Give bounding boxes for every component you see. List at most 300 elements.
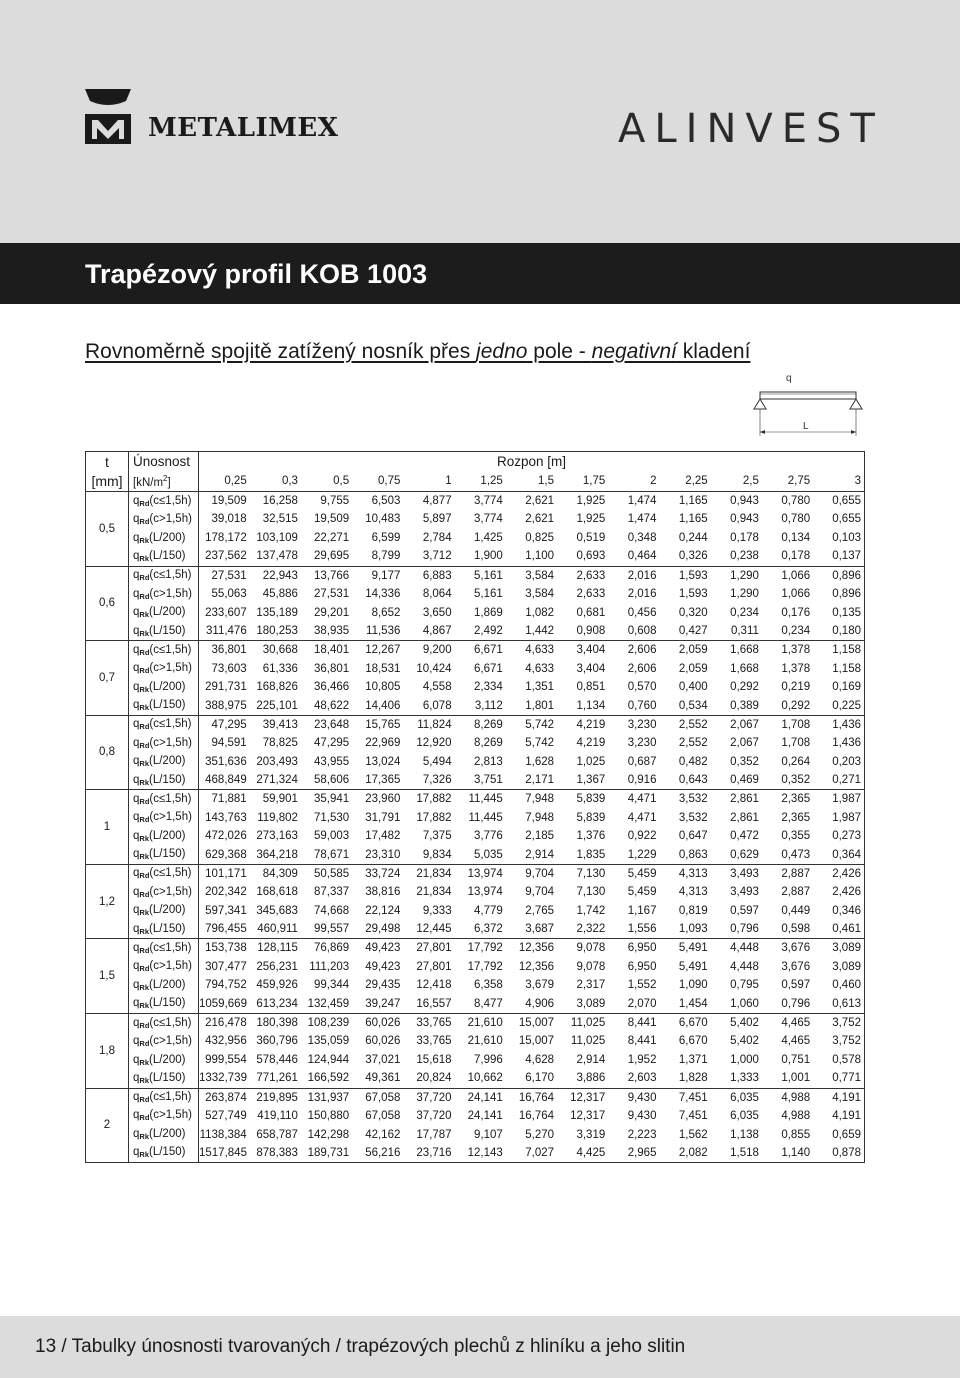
value-cell: 9,834 (403, 846, 454, 865)
value-cell: 67,058 (365, 1109, 401, 1122)
load-type-cell: $q_{Rk}(L/150)$ (129, 771, 199, 790)
value-cell: 613,234 (250, 995, 301, 1014)
value-cell: 0,825 (525, 532, 555, 545)
value-cell: 3,676 (781, 942, 811, 955)
value-cell: 27,531 (211, 569, 247, 582)
thickness-cell: 1,2 (86, 864, 129, 939)
value-cell: 0,464 (608, 547, 659, 566)
value-cell: 0,751 (781, 1054, 811, 1067)
table-row (86, 585, 865, 604)
value-cell: 22,271 (313, 532, 350, 545)
value-cell: 2,621 (525, 495, 555, 508)
value-cell: 16,764 (518, 1091, 555, 1104)
value-cell: 9,704 (525, 867, 555, 880)
value-cell: 2,070 (608, 995, 659, 1014)
value-cell: 11,536 (352, 622, 403, 641)
value-cell: 311,476 (199, 622, 250, 641)
load-type-cell: $q_{Rk}(L/150)$ (129, 846, 199, 865)
value-cell: 2,082 (659, 1144, 710, 1163)
value-cell: 2,059 (678, 662, 708, 675)
value-cell: 3,493 (730, 886, 759, 899)
value-cell: 7,948 (525, 811, 555, 824)
value-cell: 1,100 (506, 547, 557, 566)
value-cell: 0,449 (781, 904, 811, 917)
value-cell: 225,101 (250, 697, 301, 716)
value-cell: 7,451 (678, 1109, 708, 1122)
value-cell: 61,336 (262, 662, 298, 675)
value-cell: 0,943 (730, 495, 759, 508)
table-row (86, 1125, 865, 1144)
load-capacity-table-wrapper (85, 451, 865, 1163)
value-cell: 71,881 (211, 793, 247, 806)
value-cell: 8,064 (422, 588, 452, 601)
value-cell: 1,987 (813, 790, 864, 809)
load-type-cell: $q_{Rk}(L/150)$ (129, 920, 199, 939)
value-cell: 0,320 (678, 606, 708, 619)
value-cell: 4,448 (730, 942, 759, 955)
value-cell: 108,239 (307, 1017, 350, 1029)
value-cell: 527,749 (205, 1109, 247, 1122)
value-cell: 8,269 (474, 718, 503, 731)
value-cell: 17,482 (365, 830, 401, 843)
value-cell: 17,882 (416, 793, 452, 806)
value-cell: 29,695 (301, 547, 352, 566)
value-cell: 1,378 (781, 662, 811, 675)
value-cell: 1,562 (678, 1128, 708, 1141)
value-cell: 6,883 (422, 569, 452, 582)
value-cell: 1,925 (576, 513, 606, 526)
value-cell: 3,089 (813, 939, 864, 958)
value-cell: 10,483 (365, 513, 401, 526)
value-cell: 4,628 (525, 1054, 555, 1067)
value-cell: 5,494 (422, 755, 452, 768)
value-cell: 5,491 (678, 960, 708, 973)
value-cell: 7,326 (403, 771, 454, 790)
load-type-cell: $q_{Rk}(L/200)$ (129, 827, 199, 846)
value-cell: 2,171 (506, 771, 557, 790)
value-cell: 2,492 (455, 622, 506, 641)
value-cell: 1,900 (455, 547, 506, 566)
value-cell: 0,244 (678, 532, 708, 545)
header-thickness: t (86, 452, 129, 472)
load-type-cell: $q_{Rd}(c>1,5h)$ (129, 1107, 199, 1126)
value-cell: 10,805 (365, 681, 401, 694)
value-cell: 0,389 (711, 697, 762, 716)
table-row (86, 641, 865, 660)
value-cell: 37,021 (365, 1054, 401, 1067)
value-cell: 3,676 (781, 960, 811, 973)
value-cell: 0,355 (781, 830, 811, 843)
load-type-cell: $q_{Rk}(L/150)$ (129, 622, 199, 641)
load-type-cell: $q_{Rk}(L/200)$ (129, 529, 199, 548)
value-cell: 4,465 (781, 1017, 811, 1029)
value-cell: 2,765 (525, 904, 555, 917)
value-cell: 4,633 (525, 662, 555, 675)
value-cell: 9,704 (525, 886, 555, 899)
value-cell: 13,974 (467, 867, 503, 880)
value-cell: 17,792 (467, 960, 503, 973)
value-cell: 1,140 (762, 1144, 813, 1163)
value-cell: 0,134 (781, 532, 811, 545)
alinvest-wordmark: ALINVEST (618, 106, 884, 152)
value-cell: 1,474 (627, 513, 657, 526)
value-cell: 4,988 (781, 1109, 811, 1122)
value-cell: 73,603 (211, 662, 247, 675)
value-cell: 11,025 (570, 1017, 606, 1029)
value-cell: 4,219 (576, 718, 606, 731)
value-cell: 4,465 (781, 1035, 811, 1048)
header-capacity: Únosnost (129, 452, 199, 472)
value-cell: 178,172 (205, 532, 247, 545)
value-cell: 0,103 (813, 529, 864, 548)
value-cell: 0,364 (813, 846, 864, 865)
value-cell: 219,895 (256, 1091, 298, 1104)
value-cell: 6,671 (474, 644, 503, 657)
value-cell: 4,867 (403, 622, 454, 641)
value-cell: 4,988 (781, 1091, 811, 1104)
value-cell: 21,610 (467, 1017, 503, 1029)
value-cell: 84,309 (262, 867, 298, 880)
value-cell: 21,610 (467, 1035, 503, 1048)
value-cell: 18,531 (365, 662, 401, 675)
value-cell: 0,176 (781, 606, 811, 619)
value-cell: 0,238 (711, 547, 762, 566)
load-type-cell: $q_{Rk}(L/200)$ (129, 1051, 199, 1070)
table-row (86, 976, 865, 995)
value-cell: 3,650 (422, 606, 452, 619)
value-cell: 47,295 (313, 737, 350, 750)
value-cell: 5,459 (627, 867, 657, 880)
value-cell: 43,955 (313, 755, 350, 768)
span-header-cell: 1,25 (455, 472, 506, 492)
value-cell: 2,861 (730, 793, 759, 806)
value-cell: 35,941 (313, 793, 350, 806)
value-cell: 1,134 (557, 697, 608, 716)
value-cell: 5,270 (525, 1128, 555, 1141)
value-cell: 1,436 (813, 715, 864, 734)
value-cell: 4,313 (678, 867, 708, 880)
thickness-cell: 1,8 (86, 1013, 129, 1088)
value-cell: 3,089 (557, 995, 608, 1014)
value-cell: 103,109 (256, 532, 298, 545)
value-cell: 0,348 (627, 532, 657, 545)
value-cell: 31,791 (365, 811, 401, 824)
value-cell: 15,007 (518, 1035, 555, 1048)
span-header-cell: 2,25 (659, 472, 710, 492)
value-cell: 1,066 (781, 569, 811, 582)
value-cell: 3,230 (627, 737, 657, 750)
footer-text: 13 / Tabulky únosnosti tvarovaných / trapézových plechů z hliníku a jeho slitin (35, 1336, 686, 1357)
value-cell: 364,218 (250, 846, 301, 865)
value-cell: 2,426 (813, 883, 864, 902)
value-cell: 11,445 (468, 793, 503, 806)
value-cell: 1,082 (525, 606, 555, 619)
value-cell: 1,708 (781, 718, 811, 731)
load-type-cell: $q_{Rk}(L/150)$ (129, 547, 199, 566)
value-cell: 0,863 (659, 846, 710, 865)
value-cell: 12,317 (570, 1109, 606, 1122)
value-cell: 8,652 (371, 606, 401, 619)
value-cell: 0,311 (711, 622, 762, 641)
value-cell: 13,974 (467, 886, 503, 899)
table-row (86, 1051, 865, 1070)
value-cell: 0,916 (608, 771, 659, 790)
value-cell: 22,124 (365, 904, 401, 917)
value-cell: 0,578 (813, 1051, 864, 1070)
value-cell: 9,200 (422, 644, 452, 657)
load-type-cell: $q_{Rk}(L/150)$ (129, 1069, 199, 1088)
span-header-cell: 2,5 (711, 472, 762, 492)
value-cell: 8,441 (627, 1017, 657, 1029)
value-cell: 27,801 (416, 942, 452, 955)
value-cell: 878,383 (250, 1144, 301, 1163)
value-cell: 12,445 (403, 920, 454, 939)
value-cell: 36,801 (211, 644, 247, 657)
value-cell: 771,261 (250, 1069, 301, 1088)
value-cell: 5,742 (525, 737, 555, 750)
value-cell: 67,058 (365, 1091, 401, 1104)
value-cell: 3,712 (403, 547, 454, 566)
value-cell: 388,975 (199, 697, 250, 716)
value-cell: 10,424 (416, 662, 452, 675)
table-row (86, 1032, 865, 1051)
value-cell: 1,552 (627, 979, 657, 992)
value-cell: 0,647 (678, 830, 708, 843)
value-cell: 0,598 (762, 920, 813, 939)
value-cell: 0,292 (730, 681, 759, 694)
value-cell: 168,618 (256, 886, 298, 899)
table-row (86, 808, 865, 827)
page-title: Trapézový profil KOB 1003 (85, 259, 428, 289)
value-cell: 1,708 (781, 737, 811, 750)
span-header-cell: 1,5 (506, 472, 557, 492)
value-cell: 17,365 (352, 771, 403, 790)
value-cell: 9,107 (474, 1128, 503, 1141)
value-cell: 2,914 (506, 846, 557, 865)
thickness-cell: 1 (86, 790, 129, 865)
value-cell: 0,597 (781, 979, 811, 992)
value-cell: 1,165 (678, 495, 708, 508)
value-cell: 12,356 (518, 942, 555, 955)
thickness-cell: 0,5 (86, 492, 129, 567)
thickness-cell: 0,6 (86, 566, 129, 641)
value-cell: 1,371 (678, 1054, 708, 1067)
value-cell: 2,633 (576, 569, 606, 582)
value-cell: 132,459 (301, 995, 352, 1014)
value-cell: 459,926 (256, 979, 298, 992)
value-cell: 9,755 (320, 495, 350, 508)
value-cell: 0,169 (813, 678, 864, 697)
value-cell: 1,290 (730, 588, 759, 601)
value-cell: 1,518 (711, 1144, 762, 1163)
value-cell: 36,466 (313, 681, 350, 694)
value-cell: 3,776 (474, 830, 503, 843)
value-cell: 1,333 (711, 1069, 762, 1088)
value-cell: 1138,384 (199, 1128, 247, 1141)
value-cell: 2,426 (813, 864, 864, 883)
value-cell: 0,629 (711, 846, 762, 865)
value-cell: 9,333 (422, 904, 452, 917)
value-cell: 0,851 (576, 681, 606, 694)
table-row (86, 734, 865, 753)
value-cell: 0,643 (659, 771, 710, 790)
value-cell: 12,267 (365, 644, 401, 657)
value-cell: 2,603 (608, 1069, 659, 1088)
value-cell: 13,024 (365, 755, 401, 768)
value-cell: 216,478 (205, 1017, 247, 1029)
value-cell: 658,787 (256, 1128, 298, 1141)
value-cell: 27,531 (313, 588, 350, 601)
span-header-cell: 0,5 (301, 472, 352, 492)
table-row (86, 902, 865, 921)
value-cell: 2,914 (576, 1054, 606, 1067)
value-cell: 0,687 (627, 755, 657, 768)
value-cell: 6,503 (371, 495, 401, 508)
value-cell: 124,944 (307, 1054, 350, 1067)
value-cell: 1,593 (678, 569, 708, 582)
value-cell: 4,471 (627, 793, 657, 806)
table-row (86, 1069, 865, 1088)
value-cell: 1,425 (474, 532, 503, 545)
table-row (86, 529, 865, 548)
span-header-cell: 1 (403, 472, 454, 492)
value-cell: 180,253 (250, 622, 301, 641)
value-cell: 307,477 (205, 960, 247, 973)
value-cell: 2,322 (557, 920, 608, 939)
load-type-cell: $q_{Rd}(c\le 1,5h)$ (129, 1013, 199, 1032)
value-cell: 7,451 (678, 1091, 708, 1104)
value-cell: 2,016 (627, 569, 657, 582)
load-type-cell: $q_{Rd}(c>1,5h)$ (129, 958, 199, 977)
value-cell: 0,271 (813, 771, 864, 790)
value-cell: 6,358 (474, 979, 503, 992)
value-cell: 14,406 (352, 697, 403, 716)
value-cell: 5,161 (474, 569, 503, 582)
value-cell: 2,016 (627, 588, 657, 601)
value-cell: 5,459 (627, 886, 657, 899)
load-type-cell: $q_{Rd}(c\le 1,5h)$ (129, 566, 199, 585)
value-cell: 3,751 (455, 771, 506, 790)
value-cell: 794,752 (205, 979, 247, 992)
value-cell: 1,093 (659, 920, 710, 939)
span-header-cell: 0,75 (352, 472, 403, 492)
value-cell: 12,143 (455, 1144, 506, 1163)
value-cell: 2,317 (576, 979, 606, 992)
header-capacity-unit: $[kN/m^2]$ (129, 472, 199, 492)
value-cell: 0,234 (762, 622, 813, 641)
value-cell: 30,668 (262, 644, 298, 657)
value-cell: 1,025 (576, 755, 606, 768)
value-cell: 1,801 (506, 697, 557, 716)
table-row (86, 939, 865, 958)
value-cell: 0,943 (730, 513, 759, 526)
value-cell: 59,901 (262, 793, 298, 806)
value-cell: 180,398 (256, 1017, 298, 1029)
value-cell: 1,000 (730, 1054, 759, 1067)
value-cell: 0,693 (557, 547, 608, 566)
value-cell: 0,180 (813, 622, 864, 641)
value-cell: 0,613 (813, 995, 864, 1014)
value-cell: 5,742 (525, 718, 555, 731)
value-cell: 11,025 (570, 1035, 606, 1048)
value-cell: 33,765 (416, 1017, 452, 1029)
value-cell: 0,473 (762, 846, 813, 865)
value-cell: 1,060 (711, 995, 762, 1014)
value-cell: 0,570 (627, 681, 657, 694)
thickness-cell: 0,7 (86, 641, 129, 716)
table-row (86, 566, 865, 585)
value-cell: 2,887 (781, 886, 811, 899)
value-cell: 6,950 (627, 942, 657, 955)
value-cell: 87,337 (313, 886, 350, 899)
table-header-row-2 (86, 472, 865, 492)
value-cell: 4,877 (422, 495, 452, 508)
value-cell: 1,835 (557, 846, 608, 865)
value-cell: 360,796 (256, 1035, 298, 1048)
value-cell: 4,906 (506, 995, 557, 1014)
value-cell: 10,662 (455, 1069, 506, 1088)
value-cell: 131,937 (307, 1091, 350, 1104)
value-cell: 29,201 (313, 606, 350, 619)
value-cell: 3,230 (627, 718, 657, 731)
value-cell: 2,334 (474, 681, 503, 694)
value-cell: 1,828 (659, 1069, 710, 1088)
value-cell: 27,801 (416, 960, 452, 973)
value-cell: 94,591 (211, 737, 247, 750)
value-cell: 3,493 (730, 867, 759, 880)
value-cell: 29,435 (365, 979, 401, 992)
value-cell: 3,774 (474, 495, 503, 508)
span-header-cell: 3 (813, 472, 864, 492)
value-cell: 135,059 (307, 1035, 350, 1048)
value-cell: 2,861 (730, 811, 759, 824)
value-cell: 2,552 (678, 737, 708, 750)
value-cell: 9,078 (576, 942, 606, 955)
value-cell: 3,679 (525, 979, 555, 992)
value-cell: 2,067 (730, 737, 759, 750)
value-cell: 38,935 (301, 622, 352, 641)
value-cell: 0,326 (659, 547, 710, 566)
value-cell: 3,112 (455, 697, 506, 716)
value-cell: 0,460 (813, 976, 864, 995)
value-cell: 237,562 (199, 547, 250, 566)
value-cell: 0,461 (813, 920, 864, 939)
value-cell: 2,365 (781, 811, 811, 824)
table-row (86, 697, 865, 716)
value-cell: 137,478 (250, 547, 301, 566)
value-cell: 0,292 (762, 697, 813, 716)
table-row (86, 995, 865, 1014)
value-cell: 12,356 (518, 960, 555, 973)
load-type-cell: $q_{Rk}(L/200)$ (129, 902, 199, 921)
load-type-cell: $q_{Rk}(L/150)$ (129, 697, 199, 716)
span-label: L (803, 421, 809, 432)
value-cell: 24,141 (467, 1109, 503, 1122)
value-cell: 19,509 (211, 495, 247, 508)
value-cell: 47,295 (211, 718, 247, 731)
value-cell: 1,376 (576, 830, 606, 843)
table-row (86, 715, 865, 734)
load-type-cell: $q_{Rk}(L/200)$ (129, 1125, 199, 1144)
table-body (86, 492, 865, 1163)
value-cell: 60,026 (365, 1017, 401, 1029)
value-cell: 6,671 (474, 662, 503, 675)
value-cell: 4,779 (474, 904, 503, 917)
value-cell: 2,606 (627, 644, 657, 657)
value-cell: 9,430 (627, 1109, 657, 1122)
value-cell: 3,687 (506, 920, 557, 939)
load-type-cell: $q_{Rd}(c\le 1,5h)$ (129, 492, 199, 511)
